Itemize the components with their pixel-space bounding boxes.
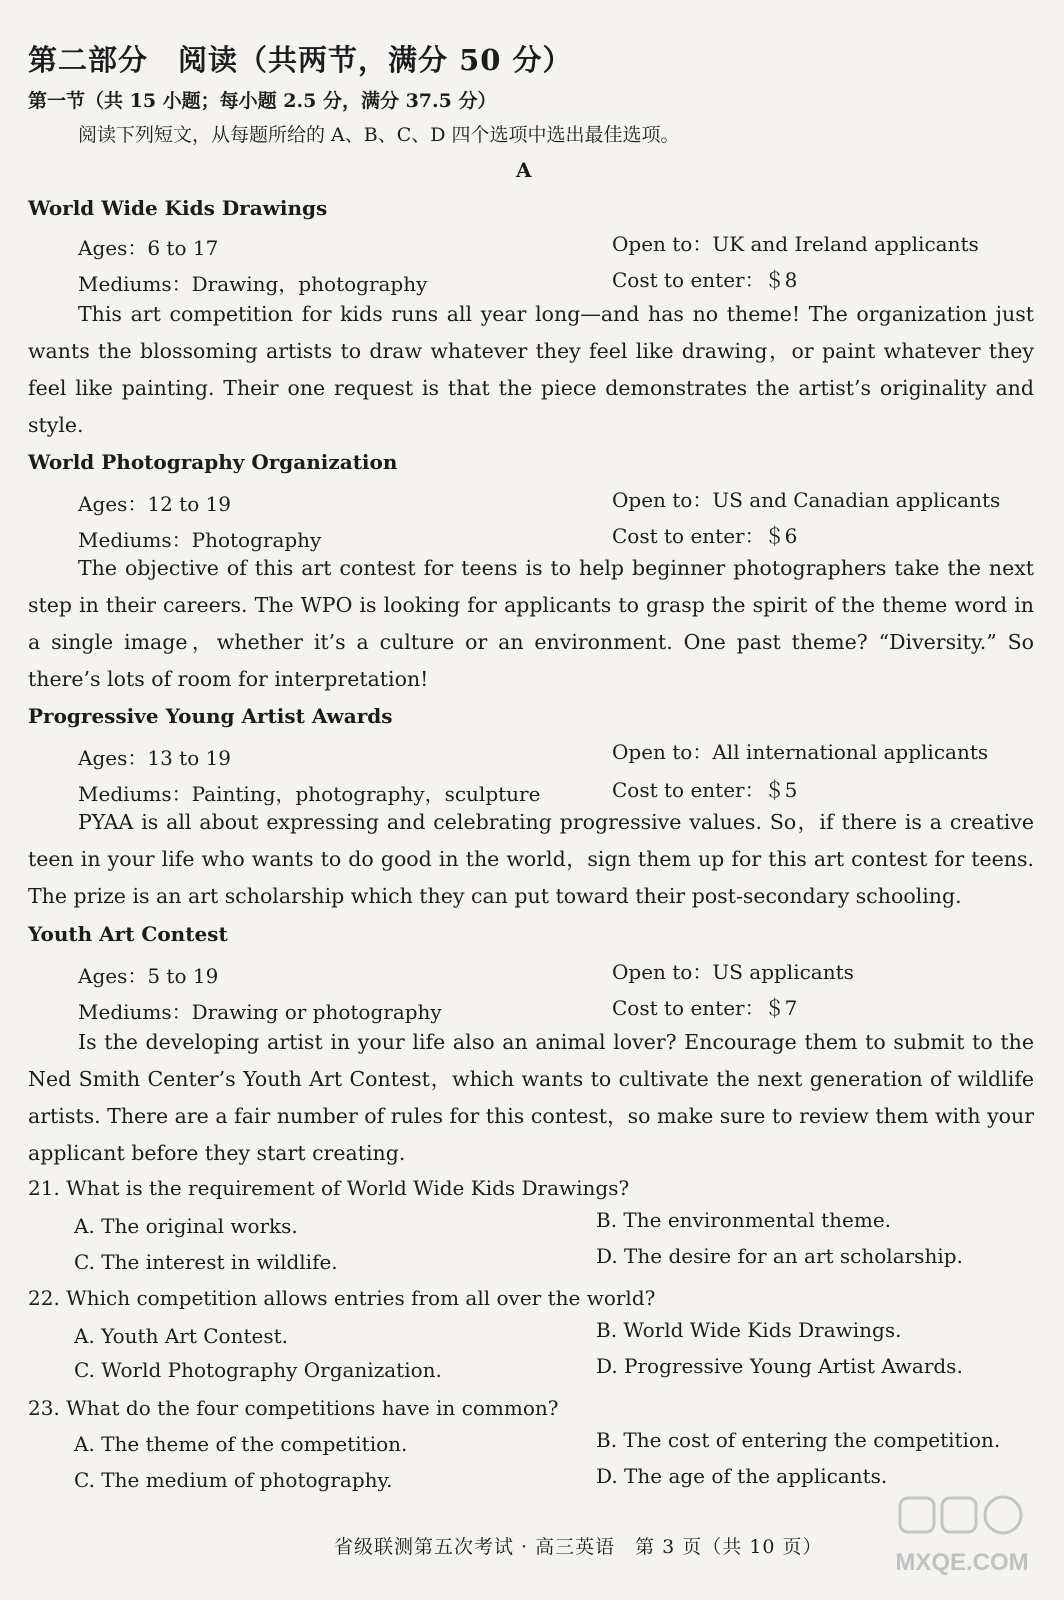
passage-letter: A [516, 158, 532, 182]
page-footer: 省级联测第五次考试 · 高三英语 第 3 页（共 10 页） [334, 1536, 823, 1558]
instructions: 阅读下列短文，从每题所给的 A、B、C、D 四个选项中选出最佳选项。 [78, 124, 680, 146]
competition-mediums: Mediums：Painting，photography，sculpture [78, 782, 541, 806]
answer-option: B. The cost of entering the competition. [596, 1428, 1001, 1452]
competition-description: PYAA is all about expressing and celebrating progressive values. So，if there is a creative teen in your life who wants to do good in the world，sign them up for this art contest for teens. The prize is an art scholarship which they can put toward their post-secondary schooling. [28, 810, 1034, 908]
competition-name: World Wide Kids Drawings [28, 196, 328, 220]
competition-mediums: Mediums：Photography [78, 528, 322, 552]
answer-option: D. The age of the applicants. [596, 1464, 888, 1488]
competition-open-to: Open to：UK and Ireland applicants [612, 232, 979, 256]
competition-ages: Ages：6 to 17 [78, 236, 219, 260]
competition-name: World Photography Organization [28, 450, 398, 474]
answer-option: C. World Photography Organization. [74, 1358, 442, 1382]
question-stem: 21. What is the requirement of World Wide Kids Drawings? [28, 1176, 630, 1200]
answer-option: B. World Wide Kids Drawings. [596, 1318, 902, 1342]
answer-option: A. The theme of the competition. [74, 1432, 408, 1456]
watermark-text: MXQE.COM [895, 1549, 1029, 1576]
competition-open-to: Open to：US applicants [612, 960, 854, 984]
watermark-logo [882, 1488, 1042, 1588]
competition-cost: Cost to enter：＄6 [612, 524, 798, 548]
competition-description: The objective of this art contest for teens is to help beginner photographers take the next step in their careers. The WPO is looking for applicants to grasp the spirit of the theme word in a single image，whether it’s a culture or an environment. One past theme? “Diversity.” So there’s lots of room for interpretation! [28, 556, 1034, 691]
competition-description: This art competition for kids runs all year long—and has no theme! The organization just wants the blossoming artists to draw whatever they feel like drawing，or paint whatever they feel like painting. Their one request is that the piece demonstrates the artist’s originality and style. [28, 302, 1034, 437]
answer-option: D. The desire for an art scholarship. [596, 1244, 963, 1268]
competition-open-to: Open to：US and Canadian applicants [612, 488, 1001, 512]
answer-option: D. Progressive Young Artist Awards. [596, 1354, 963, 1378]
competition-ages: Ages：13 to 19 [78, 746, 232, 770]
answer-option: B. The environmental theme. [596, 1208, 892, 1232]
competition-mediums: Mediums：Drawing or photography [78, 1000, 442, 1024]
answer-option: C. The medium of photography. [74, 1468, 393, 1492]
competition-mediums: Mediums：Drawing，photography [78, 272, 428, 296]
competition-name: Youth Art Contest [28, 922, 228, 946]
part-title: 第二部分 阅读（共两节，满分 50 分） [28, 43, 573, 77]
answer-option: A. The original works. [74, 1214, 298, 1238]
question-stem: 23. What do the four competitions have in common? [28, 1396, 559, 1420]
competition-cost: Cost to enter：＄7 [612, 996, 798, 1020]
section-title: 第一节（共 15 小题；每小题 2.5 分，满分 37.5 分） [28, 90, 497, 112]
competition-ages: Ages：12 to 19 [78, 492, 232, 516]
answer-option: C. The interest in wildlife. [74, 1250, 338, 1274]
competition-ages: Ages：5 to 19 [78, 964, 219, 988]
competition-name: Progressive Young Artist Awards [28, 704, 393, 728]
answer-option: A. Youth Art Contest. [74, 1324, 288, 1348]
competition-open-to: Open to：All international applicants [612, 740, 989, 764]
competition-cost: Cost to enter：＄5 [612, 778, 798, 802]
competition-cost: Cost to enter：＄8 [612, 268, 798, 292]
question-stem: 22. Which competition allows entries from all over the world? [28, 1286, 656, 1310]
competition-description: Is the developing artist in your life also an animal lover? Encourage them to submit to the Ned Smith Center’s Youth Art Contest，which wants to cultivate the next generation of wildlife artists. There are a fair number of rules for this contest，so make sure to review them with your applicant before they start creating. [28, 1030, 1034, 1165]
